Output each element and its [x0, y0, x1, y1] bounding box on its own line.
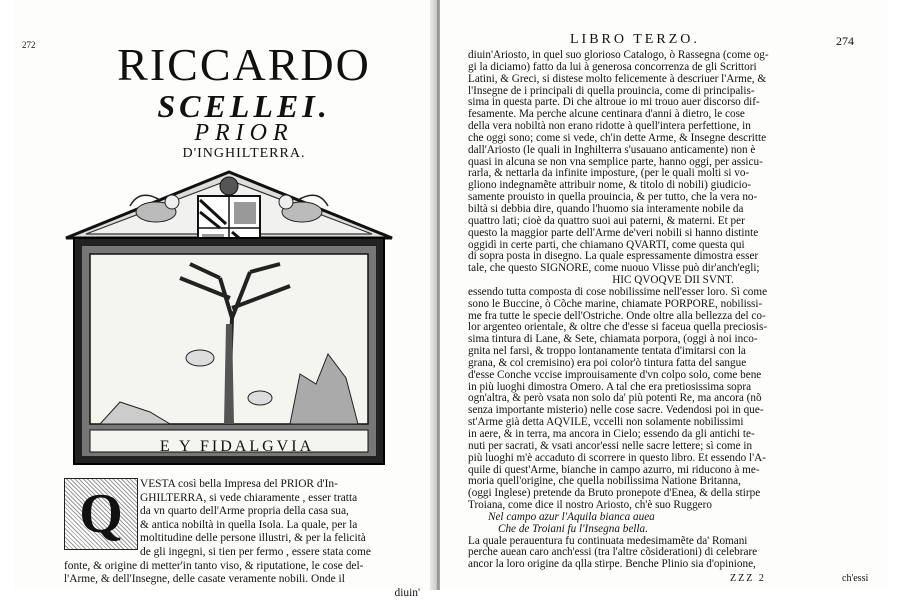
body-line: in aere, & in terra, ma ancora in Cielo; essendo da gli antichi te-: [468, 429, 755, 440]
body-line: sima tintura di Lane, & Sete, chiamata porpora, (oggi à noi inco-: [468, 334, 758, 346]
body-line: samente prouisto in quella prouincia, & per tutto, che la vera no-: [468, 192, 758, 204]
left-body-text-continued: [64, 546, 420, 600]
body-line: ogn'altra, & però vsata non solo da' più potenti Re, ma ancora (nõ: [468, 393, 762, 405]
body-line: oggidì in certe parti, che chiamano QVARTI, come questa qui: [468, 239, 745, 251]
title-rank: PRIOR: [194, 120, 294, 146]
body-line: questo la maggior parte dell'Arme de'veri nobili si hanno distinte: [468, 227, 759, 239]
right-body-text: [468, 50, 878, 571]
impresa-engraving: [60, 168, 398, 472]
catchword-right: ch'essi: [842, 573, 869, 584]
body-line: di sopra posta in disegno. La quale espressamente dimostra esser: [468, 251, 759, 263]
body-line: l'Insegne de i principali di quella prouincia, come di principalis-: [468, 85, 755, 97]
body-line: rarla, & nettarla da infinite imposture, (per le quali molti si vo-: [468, 168, 750, 180]
body-line: fesamente. Ma perche alcune centinara d'anni à dietro, le cose: [468, 109, 745, 121]
title-surname: SCELLEI.: [157, 88, 331, 124]
body-line: nuti per sacrati, & vsati ancor'essi nelle sacre lettere; sì come in: [468, 440, 753, 452]
body-line: quile di quest'Arme, bianche in campo azurro, mi riducono à me-: [468, 464, 760, 476]
body-line: grana, & col cremisino) era poi color'ò tintura fatta del sangue: [468, 357, 747, 369]
body-line: essendo tutta composta di cose nobilissime nell'esser loro. Sì come: [468, 286, 768, 298]
body-line: tale, che questo SIGNORE, come nuouo Vlisse può dir'anch'egli;: [468, 263, 760, 275]
body-line: GHILTERRA, si vede chiaramente , esser tratta: [140, 491, 358, 504]
ornamental-dropcap: Q: [64, 478, 138, 550]
body-line: de gli ingegni, si tien per fermo , essere stata come: [140, 546, 371, 558]
body-line: sima in questa parte. Di che altroue io mi trouo auer discorso dif-: [468, 97, 760, 109]
body-line: perche auean caro anch'essi (tra l'altre cõsiderationi) di celebrare: [468, 547, 758, 559]
left-body-text: [140, 478, 420, 546]
body-line: Che de Troiani fu l'Insegna bella.: [498, 523, 648, 535]
body-line: (oggi Inglese) pretende da Bruto pronepote d'Enea, & della stirpe: [468, 488, 761, 500]
body-line: da vn quarto dell'Arme propria della casa sua,: [140, 505, 349, 518]
body-line: l'Arme, & dell'Insegne, delle casate veramente nobili. Onde il: [64, 573, 345, 586]
title-name: RICCARDO: [117, 39, 371, 90]
impresa-motto: E Y FIDALGVIA: [159, 438, 315, 455]
running-head: LIBRO TERZO.: [570, 32, 700, 47]
body-line: moltitudine delle persone illustri, & per la felicità: [140, 532, 366, 545]
body-line: sono le Buccine, ò Cõche marine, chiamate PORPORE, nobilissi-: [468, 298, 763, 310]
right-folio: 274: [836, 34, 854, 48]
left-folio: 272: [22, 40, 36, 50]
catchword-left: diuin': [394, 586, 420, 599]
body-line: La quale perauentura fu continuata medesimamẽte da' Romani: [468, 535, 748, 547]
body-line: senza importante misterio) nelle cose sacre. Vedendosi poi in que-: [468, 405, 764, 417]
body-line: Troiana, come dice il nostro Ariosto, ch'è suo Ruggero: [468, 500, 712, 512]
body-line: della vera nobiltà non erano ridotte à quell'intera perfettione, in: [468, 121, 751, 133]
body-line: & antica nobiltà in quella Isola. La quale, per la: [140, 518, 358, 531]
body-line: st'Arme già detta AQVILE, vccelli non solamente nobilissimi: [468, 417, 744, 429]
body-line: gnita nel farsi, & troppo lontanamente tentata d'imitarsi con la: [468, 346, 746, 358]
body-line: gi la diciamo) fatto da lui à generosa concorrenza de gli Scrittori: [468, 61, 757, 73]
body-line: diuin'Ariosto, in quel suo glorioso Catalogo, ò Rassegna (come og-: [468, 50, 769, 61]
body-line: d'esse Conche vccise improuisamente d'vn colpo solo, come bene: [468, 369, 762, 381]
body-line: HIC QVOQVE DII SVNT.: [612, 275, 734, 287]
body-line: moria quell'origine, che quella nobilissima Natione Britanna,: [468, 476, 741, 488]
body-line: ancor la loro origine da qlla stirpe. Benche Plinio sia d'opinione,: [468, 559, 756, 571]
body-line: quattro lati; cioè da quattro suoi aui paterni, & materni. Et per: [468, 215, 745, 227]
body-line: più luoghi m'è accaduto di scorrere in questo libro. Et essendo l'A-: [468, 452, 766, 464]
body-line: quasi in alcuna se non vna semplice parte, hanno oggi, per assicu-: [468, 156, 763, 168]
body-line: biltà si debbia dire, quando l'huomo sia interamente nobile da: [468, 203, 744, 215]
body-line: VESTA così bella Impresa del PRIOR d'In-: [140, 478, 338, 490]
body-line: Nel campo azur l'Aquila bianca aueа: [488, 511, 655, 523]
body-line: Latini, & Greci, si distese molto felicemente à descriuer l'Arme, &: [468, 73, 767, 85]
left-page: [14, 0, 434, 599]
body-line: fonte, & origine di metter'in tanto viso, & riputatione, le cose del-: [64, 559, 364, 572]
body-line: lor argenteo orientale, & oltre che d'esse si faceua quella preciosis-: [468, 322, 768, 334]
body-line: che oggi sono; come si vede, ch'in dette Arme, & Insegne descritte: [468, 132, 767, 144]
body-line: dall'Ariosto (le quali in Inghilterra s'usauano anticamente) non è: [468, 144, 756, 156]
body-line: me fra tutte le specie dell'Ostriche. Onde oltre alla bellezza del co-: [468, 310, 766, 322]
body-line: in più luoghi dimostra Omero. A tal che era pretiosissima sopra: [468, 381, 752, 393]
signature-mark: ZZZ 2: [730, 573, 766, 584]
body-line: gliono indegnamẽte attribuir nome, & titolo di nobili) giudicio-: [468, 180, 752, 192]
title-country: D'INGHILTERRA.: [182, 146, 306, 161]
